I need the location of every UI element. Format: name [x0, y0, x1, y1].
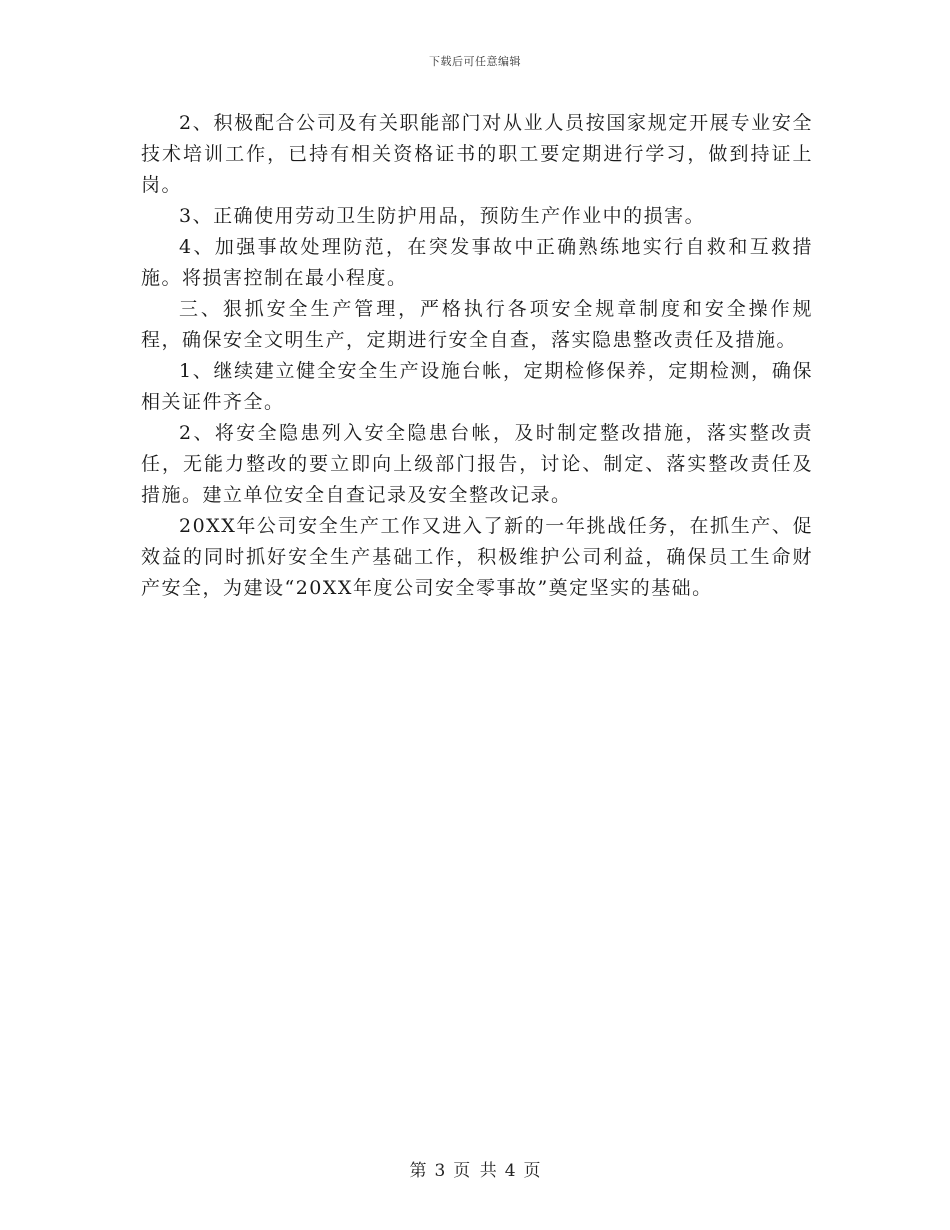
paragraph-section-3-management: 三、狠抓安全生产管理，严格执行各项安全规章制度和安全操作规程，确保安全文明生产，定期进行安全自查，落实隐患整改责任及措施。	[141, 298, 813, 351]
paragraph-item-2-hazards: 2、将安全隐患列入安全隐患台帐，及时制定整改措施，落实整改责任，无能力整改的要立即向上级部门报告，讨论、制定、落实整改责任及措施。建立单位安全自查记录及安全整改记录。	[141, 422, 813, 506]
paragraph-item-2-training: 2、积极配合公司及有关职能部门对从业人员按国家规定开展专业安全技术培训工作，已持有相关资格证书的职工要定期进行学习，做到持证上岗。	[141, 112, 813, 196]
paragraph-item-1-facilities: 1、继续建立健全安全生产设施台帐，定期检修保养，定期检测，确保相关证件齐全。	[141, 360, 813, 413]
footer-current-page: 3	[434, 1161, 446, 1181]
paragraph-item-4-accident: 4、加强事故处理防范，在突发事故中正确熟练地实行自救和互救措施。将损害控制在最小程度。	[141, 236, 813, 289]
document-body	[141, 108, 813, 604]
page-footer	[0, 1156, 950, 1181]
footer-suffix: 页	[523, 1161, 541, 1181]
footer-prefix: 第	[409, 1161, 427, 1181]
footer-mid: 页 共	[453, 1161, 497, 1181]
paragraph-item-3-protection: 3、正确使用劳动卫生防护用品，预防生产作业中的损害。	[179, 205, 706, 227]
footer-total-pages: 4	[504, 1161, 516, 1181]
page-header: 下载后可任意编辑	[429, 55, 521, 68]
paragraph-conclusion: 20XX年公司安全生产工作又进入了新的一年挑战任务，在抓生产、促效益的同时抓好安全生产基础工作，积极维护公司利益，确保员工生命财产安全，为建设“20XX年度公司安全零事故”奠定坚实的基础。	[141, 515, 813, 599]
